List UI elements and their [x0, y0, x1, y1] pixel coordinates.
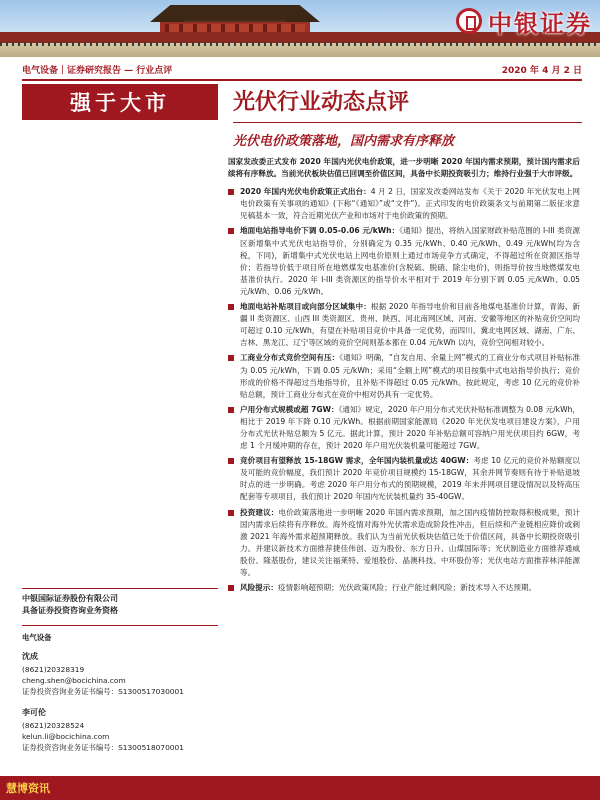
bullet-marker-icon: [228, 304, 234, 310]
bullet-text: 《通知》明确，“自发自用、余量上网”模式的工商业分布式项目补贴标准为 0.05 元/kWh，下调 0.05 元/kWh；采用“全额上网”模式的项目按集中式电站指导价执行；竞价形成的价格不得超过当地指导价，且补贴不得超过 0.05 元/kWh。按此规定，考虑 10 亿元的竞价补贴总额，预计工商业分布式在竞价中相对仍具有一定优势。: [240, 353, 580, 399]
analyst-certificate: 证券投资咨询业务证书编号：S1300518070001: [22, 743, 184, 752]
bullet-lead: 地面电站补贴项目或向部分区域集中：: [240, 302, 371, 312]
page-title: 光伏行业动态点评: [233, 89, 410, 115]
bullet-item: [228, 301, 580, 349]
bullet-text: 根据 2020 年指导电价和目前各地煤电基准价计算，青海、新疆 II 类资源区、山西 III 类资源区、贵州、陕西、河北南网区域、河南、安徽等地区的补贴竞价空间均可超过 0.10 元/kWh，有望在补贴项目竞价中具备一定优势，而四川、冀北电网区域、湖南、广东、吉林、黑龙江、辽宁等区域的竞价空间则基本都在 0.04 元/kWh 以内，竞价空间相对较小。: [240, 302, 581, 348]
bullet-item: [228, 455, 580, 503]
analyst-phone: (8621)20328524: [22, 721, 85, 730]
brand-name: 中银证券: [488, 8, 592, 38]
bullet-item: [228, 186, 580, 222]
bullet-lead: 投资建议：: [240, 507, 279, 517]
report-date: 2020 年 4 月 2 日: [501, 65, 582, 76]
bullet-lead: 竞价项目有望释放 15-18GW 需求，全年国内装机量或达 40GW：: [240, 456, 474, 466]
page-subtitle: 光伏电价政策落地，国内需求有序释放: [233, 134, 455, 149]
sector-label: 电气设备: [22, 633, 52, 642]
bullet-item: [228, 352, 580, 400]
footer-bar: [0, 776, 600, 800]
analyst-sidebar: [22, 588, 218, 763]
bullet-marker-icon: [228, 355, 234, 361]
brand-logo: [456, 4, 592, 38]
bullet-text: 考虑 10 亿元的竞价补贴额度以及可能的竞价幅度，我们预计 2020 年竞价项目规模约 15-18GW，其余并网节奏则有待于补贴退坡时点的进一步明确。考虑 2020 年户用分布式的预期规模，2019 年未并网项目建设情况以及特高压配套等专项项目，我们预计 2020 年国内光伏装机量约 35-40GW。: [240, 456, 580, 502]
bullet-lead: 工商业分布式竞价空间有压：: [240, 353, 340, 363]
bullet-lead: 风险提示：: [240, 583, 278, 593]
header-divider: [22, 79, 582, 81]
bullet-marker-icon: [228, 407, 234, 413]
analyst-card: [22, 707, 218, 753]
rating-badge: 强于大市: [22, 84, 218, 120]
analyst-phone: (8621)20328319: [22, 665, 85, 674]
bullet-text: 《通知》规定，2020 年户用分布式光伏补贴标准调整为 0.08 元/kWh，相比于 2019 年下降 0.10 元/kWh。根据前期国家能源局《2020 年光伏发电项目建设方案》，户用分布式光伏补贴总额为 5 亿元。据此计算，预计 2020 年补贴总额可容纳户用光伏项目约 6GW，考虑 1 个月缓冲期的存在，预计 2020 年户用光伏装机量可能超过 7GW。: [240, 404, 580, 451]
bullet-marker-icon: [228, 510, 234, 516]
boc-logo-icon: [456, 8, 482, 34]
bullet-lead: 户用分布式规模或超 7GW：: [240, 404, 339, 414]
bullet-marker-icon: [228, 189, 234, 195]
title-divider: [233, 122, 582, 123]
bullet-item: [228, 404, 580, 452]
bullet-item: [228, 225, 580, 298]
bullet-text: 疫情影响超预期；光伏政策风险；行业产能过剩风险；新技术导入不达预期。: [277, 583, 537, 593]
bullet-lead: 2020 年国内光伏电价政策正式出台：: [240, 187, 371, 197]
analyst-name: 沈成: [22, 652, 38, 661]
sidebar-divider: [22, 625, 218, 626]
analyst-card: [22, 651, 218, 697]
summary-paragraph: 国家发改委正式发布 2020 年国内光伏电价政策，进一步明晰 2020 年国内需求预期，预计国内需求后续将有序释放。当前光伏板块估值已回调至价值区间，具备中长期投资吸引力；维持行业强于大市评级。: [228, 157, 580, 179]
bullet-lead: 地面电站指导电价下调 0.05-0.06 元/kWh：: [240, 226, 400, 236]
analyst-email[interactable]: cheng.shen@bocichina.com: [22, 676, 126, 685]
bullet-text: 4 月 2 日，国家发改委网站发布《关于 2020 年光伏发电上网电价政策有关事项的通知》(下称“《通知》”或“文件”)。正式印发的电价政策条文与前期第二版征求意见稿基本一致，符合近期光伏产业和市场对于电价政策的预期。: [240, 187, 580, 221]
bullet-text: 电价政策落地进一步明晰 2020 年国内需求预期，加之国内疫情防控取得积极成果，预计国内需求后续将有序释放。海外疫情对海外光伏需求造成阶段性冲击，但后续和产业链相应降价或刺激 2021 年海外需求超预期释放。我们认为当前光伏板块估值已处于价值区间，具备中长期投资吸引力。并建议新技术方面推荐捷佳伟创、迈为股份、东方日升、山煤国际等；光伏制造业方面推荐通威股份、隆基股份，建议关注福莱特、爱旭股份、晶澳科技、中环股份等；光伏电站方面推荐林洋能源等。: [240, 507, 581, 577]
bullet-marker-icon: [228, 585, 234, 591]
bullet-marker-icon: [228, 458, 234, 464]
analyst-certificate: 证券投资咨询业务证书编号：S1300517030001: [22, 687, 184, 696]
header-banner-image: [0, 0, 600, 57]
company-name: 中银国际证券股份有限公司 具备证券投资咨询业务资格: [22, 594, 118, 615]
watermark-text: 慧博资讯: [6, 782, 50, 795]
report-header: [22, 60, 582, 78]
bullet-text: 《通知》提出，将纳入国家财政补贴范围的 I-III 类资源区新增集中式光伏电站指导价，分别确定为 0.35 元/kWh、0.40 元/kWh、0.49 元/kWh(均为含税，下同)，新增集中式光伏电站上网电价原则上通过市场竞争方式确定，不得超过所在资源区指导价；若指导价低于项目所在地燃煤发电基准价(含脱硫、脱硝、除尘电价)，则指导价按当地燃煤发电基准价执行。2020 年 I-III 类资源区的指导价水平相对于 2019 年分别下调 0.05 元/kWh、0.05 元/kWh、0.06 元/kWh。: [240, 226, 580, 296]
analyst-email[interactable]: kelun.li@bocichina.com: [22, 732, 110, 741]
report-category: 电气设备｜证券研究报告 — 行业点评: [22, 65, 173, 76]
bullet-marker-icon: [228, 228, 234, 234]
report-body: [228, 156, 580, 597]
bullet-item: [228, 582, 580, 594]
sidebar-divider: [22, 588, 218, 589]
bullet-item: [228, 507, 580, 580]
analyst-name: 李可伦: [22, 708, 46, 717]
